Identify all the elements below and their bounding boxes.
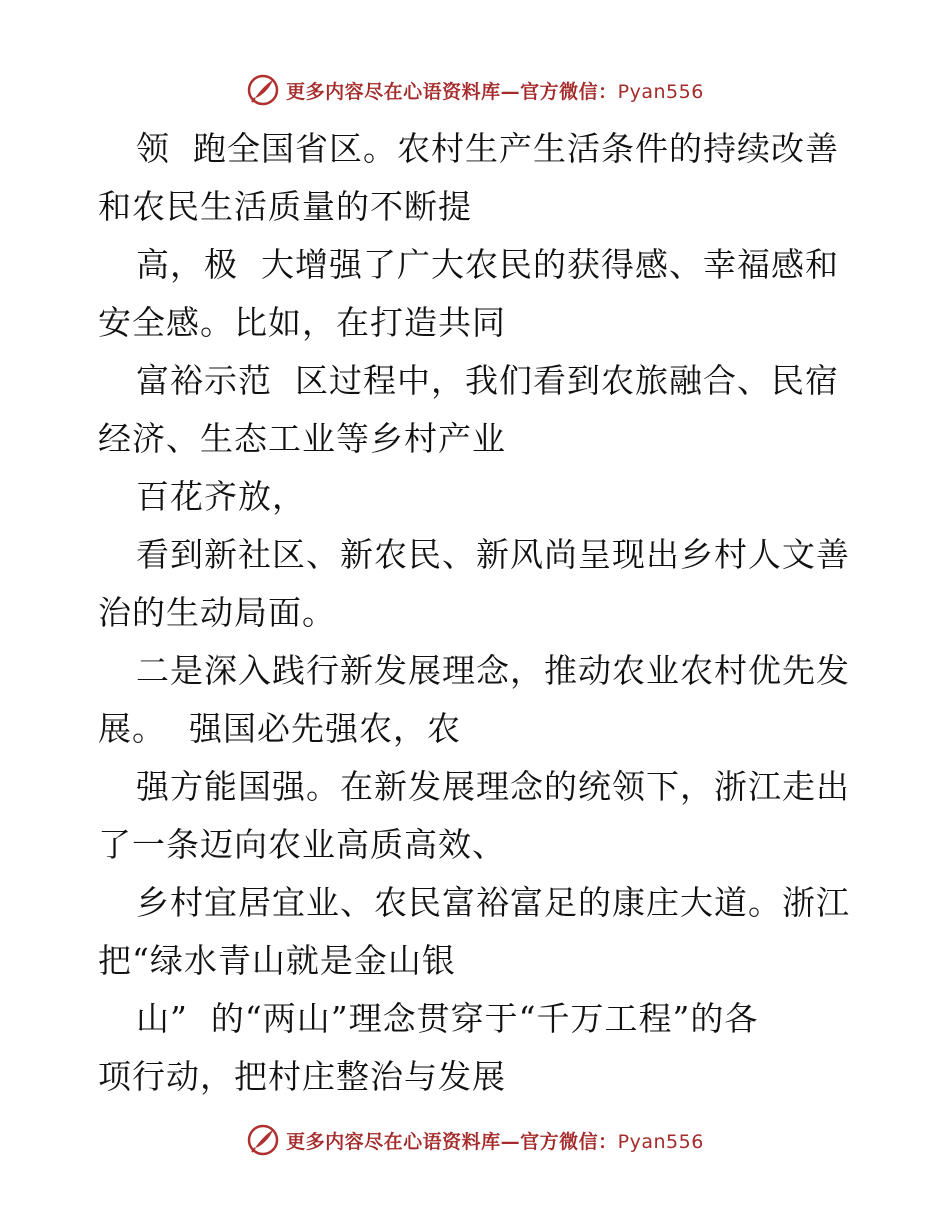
text-line: 把“绿水青山就是金山银 <box>98 941 456 980</box>
text-line: 富裕示范 区过程中，我们看到农旅融合、民宿 <box>136 361 839 400</box>
document-body <box>98 120 858 1106</box>
text-line: 领 跑全国省区。农村生产生活条件的持续改善 <box>136 129 839 168</box>
footer-watermark <box>0 1120 950 1160</box>
text-line: 百花齐放， <box>136 477 306 516</box>
text-line: 项行动，把村庄整治与发展 <box>98 1057 506 1096</box>
text-line: 治的生动局面。 <box>98 593 336 632</box>
text-line: 展。 强国必先强农，农 <box>98 709 461 748</box>
watermark-text: 更多内容尽在心语资料库—官方微信：Pyan556 <box>286 1130 704 1153</box>
text-line: 了一条迈向农业高质高效、 <box>98 825 506 864</box>
text-line: 山” 的“两山”理念贯穿于“千万工程”的各 <box>136 999 759 1038</box>
text-line: 高，极 大增强了广大农民的获得感、幸福感和 <box>136 245 839 284</box>
text-line: 和农民生活质量的不断提 <box>98 187 472 226</box>
watermark-text: 更多内容尽在心语资料库—官方微信：Pyan556 <box>286 80 704 103</box>
feather-logo-icon <box>246 73 280 107</box>
text-line: 乡村宜居宜业、农民富裕富足的康庄大道。浙江 <box>136 883 850 922</box>
text-line: 看到新社区、新农民、新风尚呈现出乡村人文善 <box>136 535 850 574</box>
text-line: 二是深入践行新发展理念，推动农业农村优先发 <box>136 651 850 690</box>
text-line: 安全感。比如，在打造共同 <box>98 303 506 342</box>
text-line: 经济、生态工业等乡村产业 <box>98 419 506 458</box>
header-watermark <box>0 70 950 110</box>
text-line: 强方能国强。在新发展理念的统领下，浙江走出 <box>136 767 850 806</box>
feather-logo-icon <box>246 1123 280 1157</box>
